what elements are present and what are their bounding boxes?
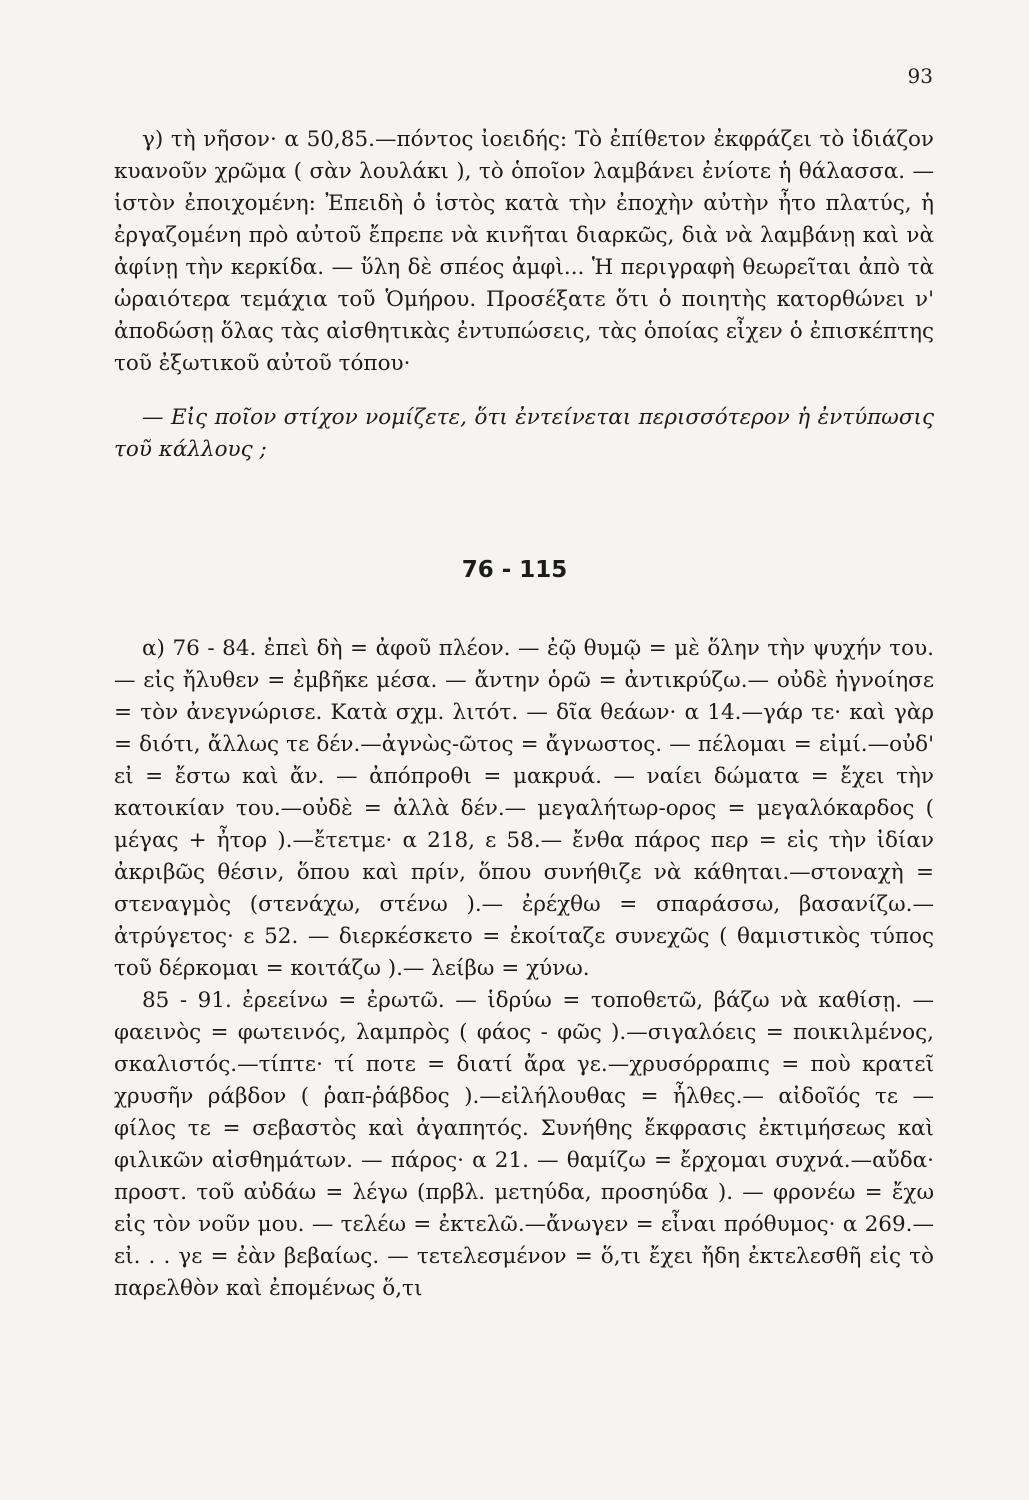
section-heading: 76 - 115: [461, 557, 568, 583]
commentary-paragraph-2: α) 76 - 84. ἐπεὶ δὴ = ἀφοῦ πλέον. — ἐῷ θυμῷ = μὲ ὅλην τὴν ψυχήν του. — εἰς ἤλυθεν = ἐμβῆκε μέσα. — ἄντην ὁρῶ = ἀντικρύζω.— οὐδὲ ἠγνοίησε = τὸν ἀνεγνώρισε. Κατὰ σχμ. λιτότ. — δῖα θεάων· α 14.—γάρ τε· καὶ γὰρ = διότι, ἄλλως τε δέν.—ἀγνὼς-ῶτος = ἄγνωστος. — πέλομαι = εἰμί.—οὐδ' εἰ = ἔστω καὶ ἄν. — ἀπόπροθι = μακρυά. — ναίει δώματα = ἔχει τὴν κατοικίαν του.—οὐδὲ = ἀλλὰ δέν.— μεγαλήτωρ-ορος = μεγαλόκαρδος ( μέγας + ἦτορ ).—ἔτετμε· α 218, ε 58.— ἔνθα πάρος περ = εἰς τὴν ἰδίαν ἀκριβῶς θέσιν, ὅπου καὶ πρίν, ὅπου συνήθιζε νὰ κάθηται.—στοναχὴ = στεναγμὸς (στενάχω, στένω ).— ἐρέχθω = σπαράσσω, βασανίζω.—ἀτρύγετος· ε 52. — διερκέσκετο = ἐκοίταζε συνεχῶς ( θαμιστικὸς τύπος τοῦ δέρκομαι = κοιτάζω ).— λείβω = χύνω.: [114, 636, 934, 981]
lower-text-block: [114, 633, 934, 1305]
commentary-paragraph-3: 85 - 91. ἐρεείνω = ἐρωτῶ. — ἱδρύω = τοποθετῶ, βάζω νὰ καθίσῃ. — φαεινὸς = φωτεινός, λαμπρὸς ( φάος - φῶς ).—σιγαλόεις = ποικιλμένος, σκαλιστός.—τίπτε· τί ποτε = διατί ἄρα γε.—χρυσόρραπις = ποὺ κρατεῖ χρυσῆν ράβδον ( ῥαπ-ῥάβδος ).—εἰλήλουθας = ἦλθες.— αἰδοῖός τε — φίλος τε = σεβαστὸς καὶ ἀγαπητός. Συνήθης ἔκφρασις ἐκτιμήσεως καὶ φιλικῶν αἰσθημάτων. — πάρος· α 21. — θαμίζω = ἔρχομαι συχνά.—αὔδα· προστ. τοῦ αὐδάω = λέγω (πρβλ. μετηύδα, προσηύδα ). — φρονέω = ἔχω εἰς τὸν νοῦν μου. — τελέω = ἐκτελῶ.—ἄνωγεν = εἶναι πρόθυμος· α 269.—εἰ. . . γε = ἐὰν βεβαίως. — τετελεσμένον = ὅ,τι ἔχει ἤδη ἐκτελεσθῆ εἰς τὸ παρελθὸν καὶ ἐπομένως ὅ,τι: [114, 988, 934, 1301]
page-number: 93: [907, 64, 933, 88]
study-question: — Εἰς ποῖον στίχον νομίζετε, ὅτι ἐντείνεται περισσότερον ἡ ἐντύπωσις τοῦ κάλλους ;: [114, 405, 934, 462]
upper-text-block: [114, 124, 934, 466]
commentary-paragraph-1: γ) τὴ νῆσον· α 50,85.—πόντος ἰοειδής: Τὸ ἐπίθετον ἐκφράζει τὸ ἰδιάζον κυανοῦν χρῶμα ( σὰν λουλάκι ), τὸ ὁποῖον λαμβάνει ἐνίοτε ἡ θάλασσα. — ἱστὸν ἐποιχομένη: Ἐπειδὴ ὁ ἱστὸς κατὰ τὴν ἐποχὴν αὐτὴν ἦτο πλατύς, ἡ ἐργαζομένη πρὸ αὐτοῦ ἔπρεπε νὰ κινῆται διαρκῶς, διὰ νὰ λαμβάνῃ καὶ νὰ ἀφίνῃ τὴν κερκίδα. — ὕλη δὲ σπέος ἀμφὶ... Ἡ περιγραφὴ θεωρεῖται ἀπὸ τὰ ὡραιότερα τεμάχια τοῦ Ὁμήρου. Προσέξατε ὅτι ὁ ποιητὴς κατορθώνει ν' ἀποδώσῃ ὅλας τὰς αἰσθητικὰς ἐντυπώσεις, τὰς ὁποίας εἶχεν ὁ ἐπισκέπτης τοῦ ἐξωτικοῦ αὐτοῦ τόπου·: [114, 127, 934, 376]
